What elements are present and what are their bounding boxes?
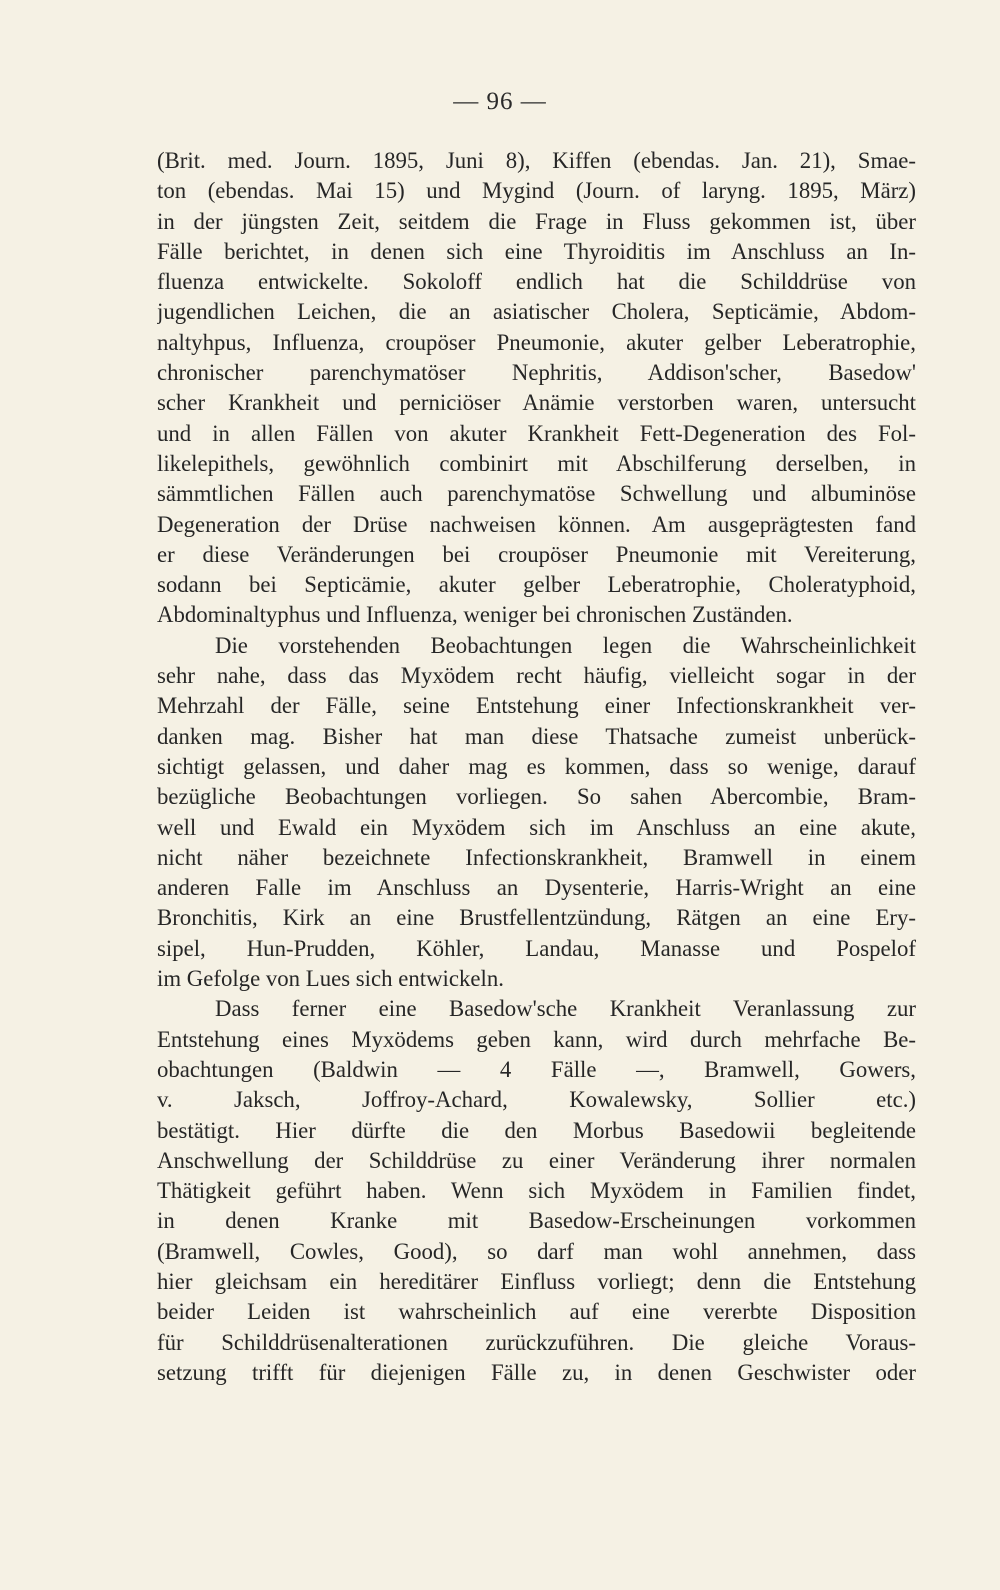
text-line: danken mag. Bisher hat man diese Thatsache zumeist unberück- — [157, 723, 916, 749]
text-line: Die vorstehenden Beobachtungen legen die Wahrscheinlichkeit — [215, 632, 916, 658]
text-line: likelepithels, gewöhnlich combinirt mit Abschilferung derselben, in — [157, 450, 916, 476]
text-line: naltyhpus, Influenza, croupöser Pneumonie, akuter gelber Leberatrophie, — [157, 329, 916, 355]
text-line: Entstehung eines Myxödems geben kann, wird durch mehrfache Be- — [157, 1026, 916, 1052]
text-line: Thätigkeit geführt haben. Wenn sich Myxödem in Familien findet, — [157, 1178, 916, 1204]
text-line: für Schilddrüsenalterationen zurückzuführen. Die gleiche Voraus- — [157, 1329, 916, 1355]
text-line: jugendlichen Leichen, die an asiatischer Cholera, Septicämie, Abdom- — [157, 299, 916, 325]
text-line: im Gefolge von Lues sich entwickeln. — [157, 966, 504, 992]
text-line: bestätigt. Hier dürfte die den Morbus Basedowii begleitende — [157, 1117, 916, 1143]
text-line: in der jüngsten Zeit, seitdem die Frage in Fluss gekommen ist, über — [157, 208, 916, 234]
text-line: er diese Veränderungen bei croupöser Pneumonie mit Vereiterung, — [157, 541, 916, 567]
text-line: (Bramwell, Cowles, Good), so darf man wohl annehmen, dass — [157, 1238, 916, 1264]
text-line: ton (ebendas. Mai 15) und Mygind (Journ. of laryng. 1895, März) — [157, 178, 916, 204]
text-line: beider Leiden ist wahrscheinlich auf eine vererbte Disposition — [157, 1299, 916, 1325]
page-number: — 96 — — [453, 88, 547, 115]
text-line: und in allen Fällen von akuter Krankheit Fett-Degeneration des Fol- — [157, 420, 916, 446]
text-line: fluenza entwickelte. Sokoloff endlich hat die Schilddrüse von — [157, 269, 916, 295]
text-line: v. Jaksch, Joffroy-Achard, Kowalewsky, Sollier etc.) — [157, 1087, 916, 1113]
text-line: hier gleichsam ein hereditärer Einfluss vorliegt; denn die Entstehung — [157, 1268, 916, 1294]
text-line: scher Krankheit und perniciöser Anämie verstorben waren, untersucht — [157, 390, 916, 416]
text-line: sehr nahe, dass das Myxödem recht häufig, vielleicht sogar in der — [157, 663, 916, 689]
text-line: anderen Falle im Anschluss an Dysenterie, Harris-Wright an eine — [157, 875, 916, 901]
text-line: setzung trifft für diejenigen Fälle zu, in denen Geschwister oder — [157, 1359, 916, 1385]
text-line: sodann bei Septicämie, akuter gelber Leberatrophie, Choleratyphoid, — [157, 572, 916, 598]
text-line: Mehrzahl der Fälle, seine Entstehung einer Infectionskrankheit ver- — [157, 693, 916, 719]
body-text — [157, 146, 916, 1388]
text-line: Abdominaltyphus und Influenza, weniger bei chronischen Zuständen. — [157, 602, 793, 628]
text-line: Dass ferner eine Basedow'sche Krankheit Veranlassung zur — [215, 996, 916, 1022]
text-line: obachtungen (Baldwin — 4 Fälle —, Bramwell, Gowers, — [157, 1056, 916, 1082]
text-line: chronischer parenchymatöser Nephritis, Addison'scher, Basedow' — [157, 360, 916, 386]
text-line: in denen Kranke mit Basedow-Erscheinungen vorkommen — [157, 1208, 916, 1234]
text-line: nicht näher bezeichnete Infectionskrankheit, Bramwell in einem — [157, 844, 916, 870]
text-line: well und Ewald ein Myxödem sich im Anschluss an eine akute, — [157, 814, 916, 840]
text-line: (Brit. med. Journ. 1895, Juni 8), Kiffen (ebendas. Jan. 21), Smae- — [157, 148, 916, 173]
text-line: sipel, Hun-Prudden, Köhler, Landau, Manasse und Pospelof — [157, 935, 916, 961]
text-line: sichtigt gelassen, und daher mag es kommen, dass so wenige, darauf — [157, 753, 916, 779]
text-line: Fälle berichtet, in denen sich eine Thyroiditis im Anschluss an In- — [157, 238, 916, 264]
text-line: Degeneration der Drüse nachweisen können. Am ausgeprägtesten fand — [157, 511, 916, 537]
text-line: sämmtlichen Fällen auch parenchymatöse Schwellung und albuminöse — [157, 481, 916, 507]
text-line: bezügliche Beobachtungen vorliegen. So sahen Abercombie, Bram- — [157, 784, 916, 810]
text-line: Anschwellung der Schilddrüse zu einer Veränderung ihrer normalen — [157, 1147, 916, 1173]
text-line: Bronchitis, Kirk an eine Brustfellentzündung, Rätgen an eine Ery- — [157, 905, 916, 931]
